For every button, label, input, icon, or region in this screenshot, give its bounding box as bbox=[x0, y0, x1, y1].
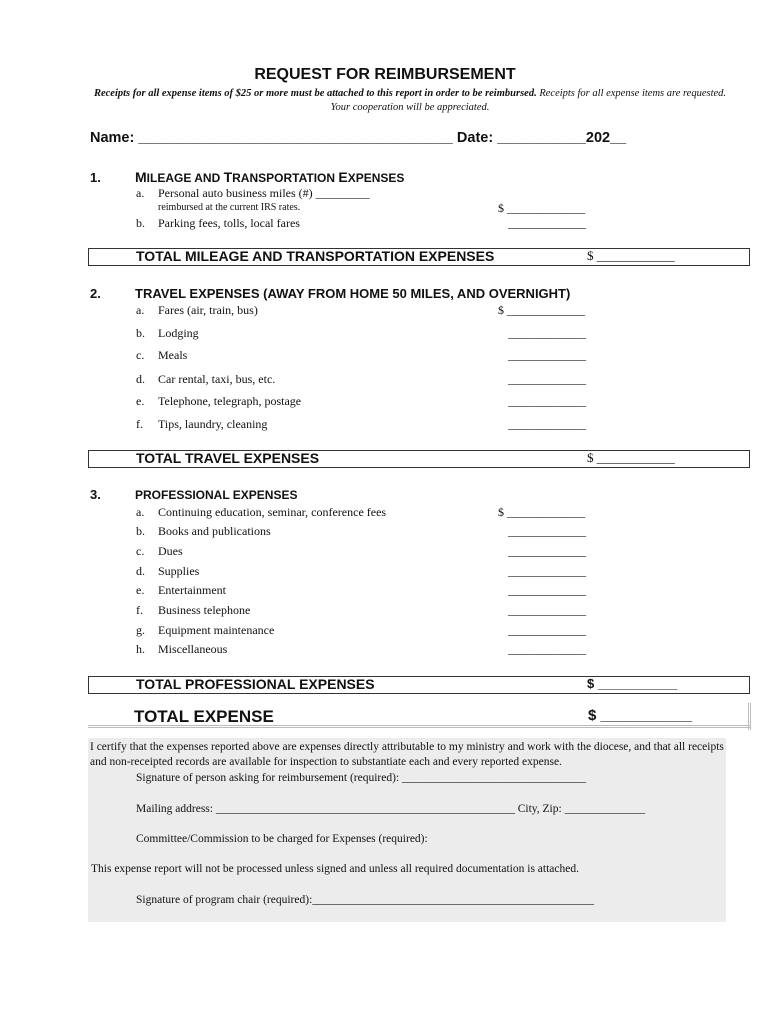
certification-statement: I certify that the expenses reported above are expenses directly attributable to my ministry and work with the diocese, and that all receipts and non-receipted records are available for inspection to substantiate each and every reported expense. bbox=[90, 741, 724, 768]
amount-field[interactable]: _____________ bbox=[508, 372, 586, 386]
total-professional-label: TOTAL PROFESSIONAL EXPENSES bbox=[136, 676, 375, 692]
double-rule bbox=[88, 725, 751, 728]
amount-field[interactable]: _____________ bbox=[508, 417, 586, 431]
amount-field[interactable]: _____________ bbox=[508, 623, 586, 637]
amount-field[interactable]: _____________ bbox=[508, 583, 586, 597]
amount-field[interactable]: _____________ bbox=[508, 348, 586, 362]
item-letter: d. bbox=[136, 372, 145, 386]
item-letter: g. bbox=[136, 623, 145, 637]
amount-field[interactable]: _____________ bbox=[508, 326, 586, 340]
section-2-heading: TRAVEL EXPENSES (AWAY FROM HOME 50 MILES, AND OVERNIGHT) bbox=[135, 286, 571, 301]
item-letter: c. bbox=[136, 348, 145, 362]
item-personal-auto-miles[interactable]: Personal auto business miles (#) _________ bbox=[158, 186, 370, 200]
requester-signature-line[interactable]: Signature of person asking for reimbursement (required): ________________________________ bbox=[136, 772, 587, 784]
item-letter: c. bbox=[136, 544, 145, 558]
amount-field[interactable]: _____________ bbox=[508, 524, 586, 538]
item-miscellaneous: Miscellaneous bbox=[158, 642, 228, 656]
section-1-number: 1. bbox=[90, 170, 101, 185]
item-supplies: Supplies bbox=[158, 564, 200, 578]
grand-total-amount[interactable]: $ ___________ bbox=[588, 707, 693, 724]
receipt-note bbox=[90, 87, 730, 115]
item-meals: Meals bbox=[158, 348, 188, 362]
program-chair-signature-line[interactable]: Signature of program chair (required):_________________________________________________ bbox=[136, 894, 595, 906]
processing-note: This expense report will not be processed unless signed and unless all required documentation is attached. bbox=[91, 863, 579, 875]
receipt-note-requested: Receipts for all expense items are requested. Your cooperation will be appreciated. bbox=[330, 88, 727, 113]
amount-field[interactable]: _____________ bbox=[508, 544, 586, 558]
item-business-telephone: Business telephone bbox=[158, 603, 251, 617]
amount-field[interactable]: _____________ bbox=[508, 394, 586, 408]
total-travel-row bbox=[88, 450, 750, 468]
mailing-address-line[interactable]: Mailing address: ____________________________________________________ City, Zip: ______________ bbox=[136, 803, 646, 815]
total-mileage-amount[interactable]: $ ____________ bbox=[587, 248, 675, 263]
amount-field[interactable]: $ _____________ bbox=[498, 505, 585, 519]
item-letter: f. bbox=[136, 603, 143, 617]
item-letter: a. bbox=[136, 303, 145, 317]
section-1-heading: MILEAGE AND TRANSPORTATION EXPENSES bbox=[135, 169, 405, 185]
total-travel-label: TOTAL TRAVEL EXPENSES bbox=[136, 450, 320, 466]
item-lodging: Lodging bbox=[158, 326, 199, 340]
item-letter: a. bbox=[136, 186, 145, 200]
page-title: REQUEST FOR REIMBURSEMENT bbox=[254, 66, 516, 83]
item-letter: h. bbox=[136, 642, 145, 656]
item-dues: Dues bbox=[158, 544, 183, 558]
item-fares: Fares (air, train, bus) bbox=[158, 303, 258, 317]
item-letter: b. bbox=[136, 216, 145, 230]
amount-field[interactable]: _____________ bbox=[508, 642, 586, 656]
item-parking-fees: Parking fees, tolls, local fares bbox=[158, 216, 300, 230]
item-books: Books and publications bbox=[158, 524, 271, 538]
item-continuing-education: Continuing education, seminar, conference fees bbox=[158, 505, 387, 519]
amount-field[interactable]: _____________ bbox=[508, 564, 586, 578]
name-field[interactable]: _______________________________________ bbox=[138, 130, 453, 146]
item-irs-rate-note: reimbursed at the current IRS rates. bbox=[158, 202, 301, 213]
total-mileage-row bbox=[88, 248, 750, 266]
date-label: Date: bbox=[456, 130, 494, 146]
item-letter: e. bbox=[136, 583, 145, 597]
item-telephone: Telephone, telegraph, postage bbox=[158, 394, 302, 408]
item-letter: a. bbox=[136, 505, 145, 519]
section-3-heading: PROFESSIONAL EXPENSES bbox=[135, 488, 298, 502]
amount-field[interactable]: _____________ bbox=[508, 216, 586, 230]
grand-total-label: TOTAL EXPENSE bbox=[134, 707, 274, 726]
item-entertainment: Entertainment bbox=[158, 583, 226, 597]
item-letter: b. bbox=[136, 326, 145, 340]
name-label: Name: bbox=[90, 130, 135, 146]
item-letter: d. bbox=[136, 564, 145, 578]
amount-field[interactable]: _____________ bbox=[508, 603, 586, 617]
total-mileage-label: TOTAL MILEAGE AND TRANSPORTATION EXPENSES bbox=[136, 248, 495, 264]
name-date-line bbox=[90, 130, 626, 146]
receipt-note-required: Receipts for all expense items of $25 or more must be attached to this report in order to be reimbursed. bbox=[93, 88, 537, 99]
total-travel-amount[interactable]: $ ____________ bbox=[587, 450, 675, 465]
total-professional-row bbox=[88, 676, 750, 694]
date-field[interactable]: ___________202__ bbox=[497, 130, 627, 146]
total-professional-amount[interactable]: $ ___________ bbox=[587, 676, 678, 691]
item-equipment-maintenance: Equipment maintenance bbox=[158, 623, 275, 637]
section-3-number: 3. bbox=[90, 487, 101, 502]
item-car-rental: Car rental, taxi, bus, etc. bbox=[158, 372, 276, 386]
committee-charge-line[interactable]: Committee/Commission to be charged for Expenses (required): bbox=[136, 833, 428, 845]
section-2-number: 2. bbox=[90, 286, 101, 301]
item-letter: f. bbox=[136, 417, 143, 431]
grand-total-row bbox=[88, 703, 751, 730]
amount-field[interactable]: $ _____________ bbox=[498, 303, 585, 317]
item-letter: b. bbox=[136, 524, 145, 538]
double-rule bbox=[748, 703, 751, 730]
item-letter: e. bbox=[136, 394, 145, 408]
item-tips: Tips, laundry, cleaning bbox=[158, 417, 268, 431]
amount-field[interactable]: $ _____________ bbox=[498, 201, 585, 215]
